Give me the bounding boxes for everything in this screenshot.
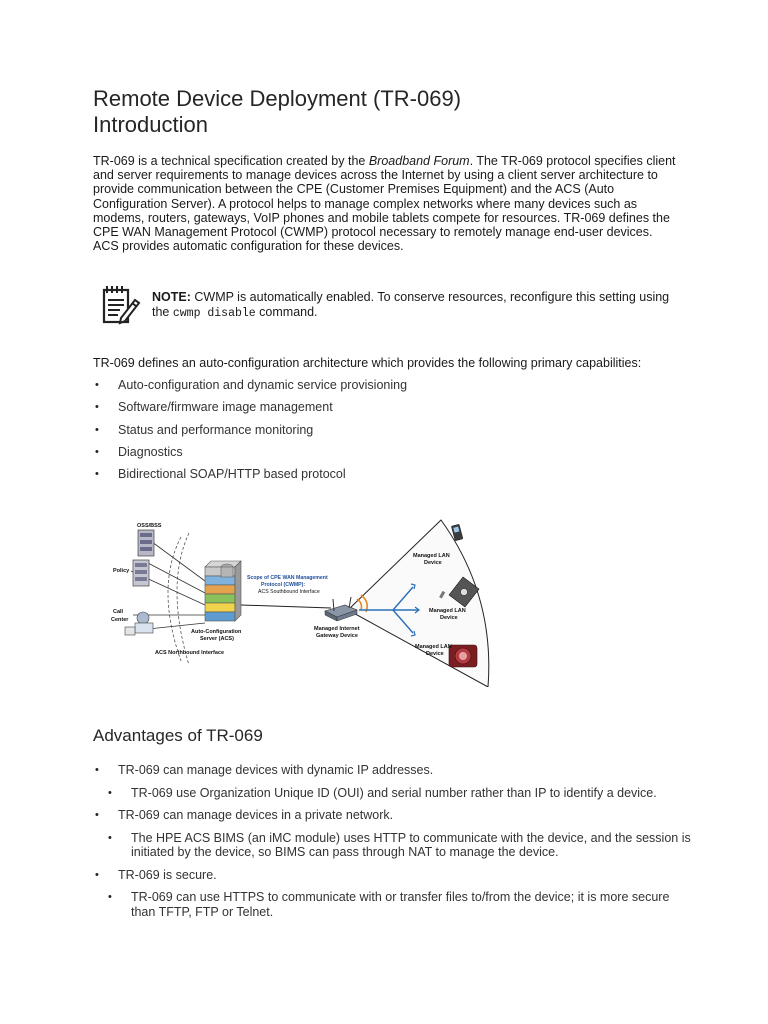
list-item: • Bidirectional SOAP/HTTP based protocol — [93, 467, 653, 489]
capabilities-list — [93, 378, 653, 489]
scope-label-1: Scope of CPE WAN Management — [247, 575, 328, 581]
intro-paragraph — [93, 154, 677, 253]
list-item: • TR-069 use Organization Unique ID (OUI) and serial number rather than IP to identify a device. — [93, 786, 693, 801]
note-label: NOTE: — [152, 290, 191, 304]
lan-device-1-label-2: Device — [424, 560, 442, 566]
lan-device-2-label-1: Managed LAN — [429, 608, 466, 614]
acs-label-1: Auto-Configuration — [191, 629, 242, 635]
gateway-label-2: Gateway Device — [316, 633, 358, 639]
note-code: cwmp disable — [172, 306, 256, 320]
title-line-1: Remote Device Deployment (TR-069) — [93, 86, 462, 111]
lan-device-1-label-1: Managed LAN — [413, 553, 450, 559]
list-item: • Auto-configuration and dynamic service provisioning — [93, 378, 653, 400]
advantages-list — [93, 763, 693, 927]
round-device-icon — [449, 645, 477, 667]
policy-label: Policy — [113, 568, 130, 574]
list-item: • Diagnostics — [93, 445, 653, 467]
note-text-1: CWMP is automatically enabled. To conserve resources, reconfigure this setting using the — [152, 290, 670, 319]
list-item: • The HPE ACS BIMS (an iMC module) uses HTTP to communicate with the device, and the session is initiated by the device, so BIMS can pass through NAT to manage the device. — [93, 831, 693, 860]
list-item: • Status and performance monitoring — [93, 423, 653, 445]
intro-emphasis: Broadband Forum — [368, 154, 470, 168]
note-icon — [101, 284, 141, 326]
note-text-2: command. — [255, 304, 318, 319]
list-item: • TR-069 can manage devices with dynamic IP addresses. — [93, 763, 693, 778]
list-item: • TR-069 can manage devices in a private network. — [93, 808, 693, 823]
northbound-label: ACS Northbound Interface — [155, 650, 225, 656]
list-item: • TR-069 can use HTTPS to communicate with or transfer files to/from the device; it is more secure than TFTP, FTP or Telnet. — [93, 890, 693, 919]
note-callout — [152, 290, 672, 321]
capabilities-intro: TR-069 defines an auto-configuration architecture which provides the following primary capabilities: — [93, 356, 642, 370]
scope-label-3: ACS Southbound Interface — [258, 589, 320, 595]
call-center-icon — [125, 612, 153, 635]
page-title — [93, 86, 653, 138]
tr069-architecture-diagram — [93, 515, 513, 687]
oss-server-icon — [138, 530, 154, 556]
intro-text-2: . The TR-069 protocol specifies client and server requirements to manage devices across the Internet by using a client server architecture to provide communication between the CPE (Customer Premises Equipment) and the ACS (Auto Configuration Server). A protocol helps to manage complex networks where many devices such as modems, routers, gateways, VoIP phones and mobile tablets compete for resources. TR-069 defines the CPE WAN Management Protocol (CWMP) protocol necessary to remotely manage end-user devices. ACS provides automatic configuration for these devices. — [93, 154, 676, 254]
lan-device-3-label-2: Device — [426, 651, 444, 657]
scope-label-2: Protocol (CWMP): — [261, 582, 306, 588]
gateway-router-icon — [325, 597, 357, 621]
advantages-heading: Advantages of TR-069 — [93, 726, 263, 745]
title-line-2: Introduction — [93, 112, 208, 137]
acs-server-icon — [205, 561, 241, 621]
oss-label: OSS/BSS — [137, 523, 162, 529]
lan-device-3-label-1: Managed LAN — [415, 644, 452, 650]
list-item: • TR-069 is secure. — [93, 868, 693, 883]
call-center-label-1: Call — [113, 609, 124, 615]
lan-device-2-label-2: Device — [440, 615, 458, 621]
policy-server-icon — [133, 560, 149, 586]
call-center-label-2: Center — [111, 617, 129, 623]
acs-label-2: Server (ACS) — [200, 636, 234, 642]
list-item: • Software/firmware image management — [93, 400, 653, 422]
gateway-label-1: Managed Internet — [314, 626, 360, 632]
intro-text-1: TR-069 is a technical specification created by the — [93, 154, 369, 168]
